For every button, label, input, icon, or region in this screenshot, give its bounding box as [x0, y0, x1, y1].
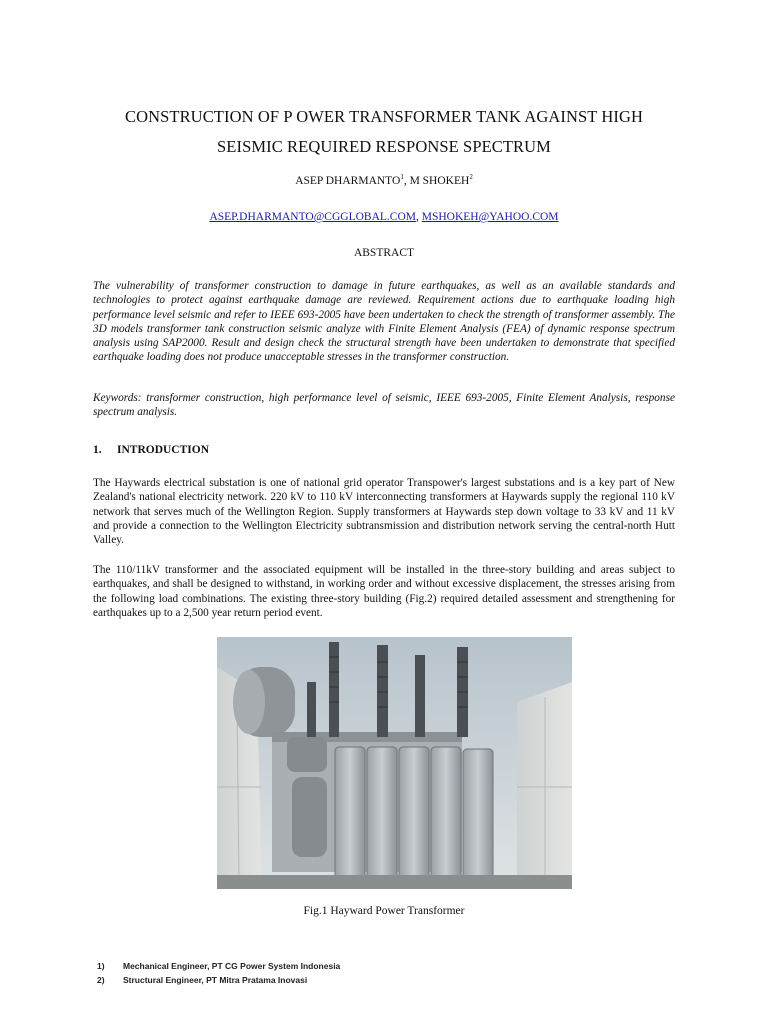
- author-separator: ,: [403, 175, 410, 187]
- footnote-number: 2): [97, 975, 105, 985]
- author-1: ASEP DHARMANTO: [295, 175, 401, 187]
- footnote-1: [97, 961, 340, 975]
- section-heading-introduction: [93, 444, 209, 456]
- author-2: M SHOKEH: [409, 175, 470, 187]
- author-2-affiliation: 2: [469, 173, 473, 182]
- email-separator: ,: [416, 211, 422, 223]
- section-title: INTRODUCTION: [117, 444, 210, 456]
- email-link-2[interactable]: MSHOKEH@YAHOO.COM: [421, 211, 559, 223]
- intro-paragraph-1: The Haywards electrical substation is one of national grid operator Transpower's largest substations and is a key part of New Zealand's national electricity network. 220 kV to 110 kV interconnecting transformers at Haywards supply the regional 110 kV network that serves much of the Wellington Region. Supply transformers at Haywards step down voltage to 33 kV and 11 kV and provide a connection to the Wellington Electricity subtransmission and distribution network serving the central-north Hutt Valley.: [93, 477, 675, 547]
- abstract-heading: ABSTRACT: [353, 247, 415, 259]
- email-link-1[interactable]: ASEP.DHARMANTO@CGGLOBAL.COM: [209, 211, 416, 223]
- author-line: [60, 175, 708, 187]
- intro-paragraph-2: The 110/11kV transformer and the associated equipment will be installed in the three-story building and areas subject to earthquakes, and shall be designed to withstand, in working order and without excessive displacement, the stresses arising from the following load combinations. The existing three-story building (Fig.2) required detailed assessment and strengthening for earthquakes up to a 2,500 year return period event.: [93, 564, 675, 619]
- footnotes: [97, 961, 340, 989]
- paper-title-line-2: SEISMIC REQUIRED RESPONSE SPECTRUM: [217, 137, 551, 156]
- figure-caption: Fig.1 Hayward Power Transformer: [303, 905, 465, 917]
- footnote-number: 1): [97, 961, 105, 971]
- paper-title-line-1: CONSTRUCTION OF P OWER TRANSFORMER TANK AGAINST HIGH: [124, 107, 644, 126]
- author-1-affiliation: 1: [400, 173, 404, 182]
- footnote-2: [97, 975, 340, 989]
- abstract-text: The vulnerability of transformer construction to damage in future earthquakes, as well as an available standards and technologies to protect against earthquake damage are reviewed. Requirement actions due to earthquake loading high performance level seismic and refer to IEEE 693-2005 have been undertaken to check the strength of transformer assembly. The 3D models transformer tank construction seismic analyze with Finite Element Analysis (FEA) of dynamic response spectrum analysis using SAP2000. Result and design check the structural strength have been undertaken to demonstrate that specified earthquake loading does not produce unacceptable stresses in the transformer construction.: [93, 280, 675, 364]
- email-line: [60, 211, 708, 223]
- footnote-text: Mechanical Engineer, PT CG Power System Indonesia: [123, 961, 341, 971]
- transformer-photo: [217, 637, 572, 889]
- footnote-text: Structural Engineer, PT Mitra Pratama Inovasi: [123, 975, 308, 985]
- section-number: 1.: [93, 444, 102, 456]
- keywords-text: Keywords: transformer construction, high performance level of seismic, IEEE 693-2005, Finite Element Analysis, response spectrum analysis.: [93, 392, 675, 419]
